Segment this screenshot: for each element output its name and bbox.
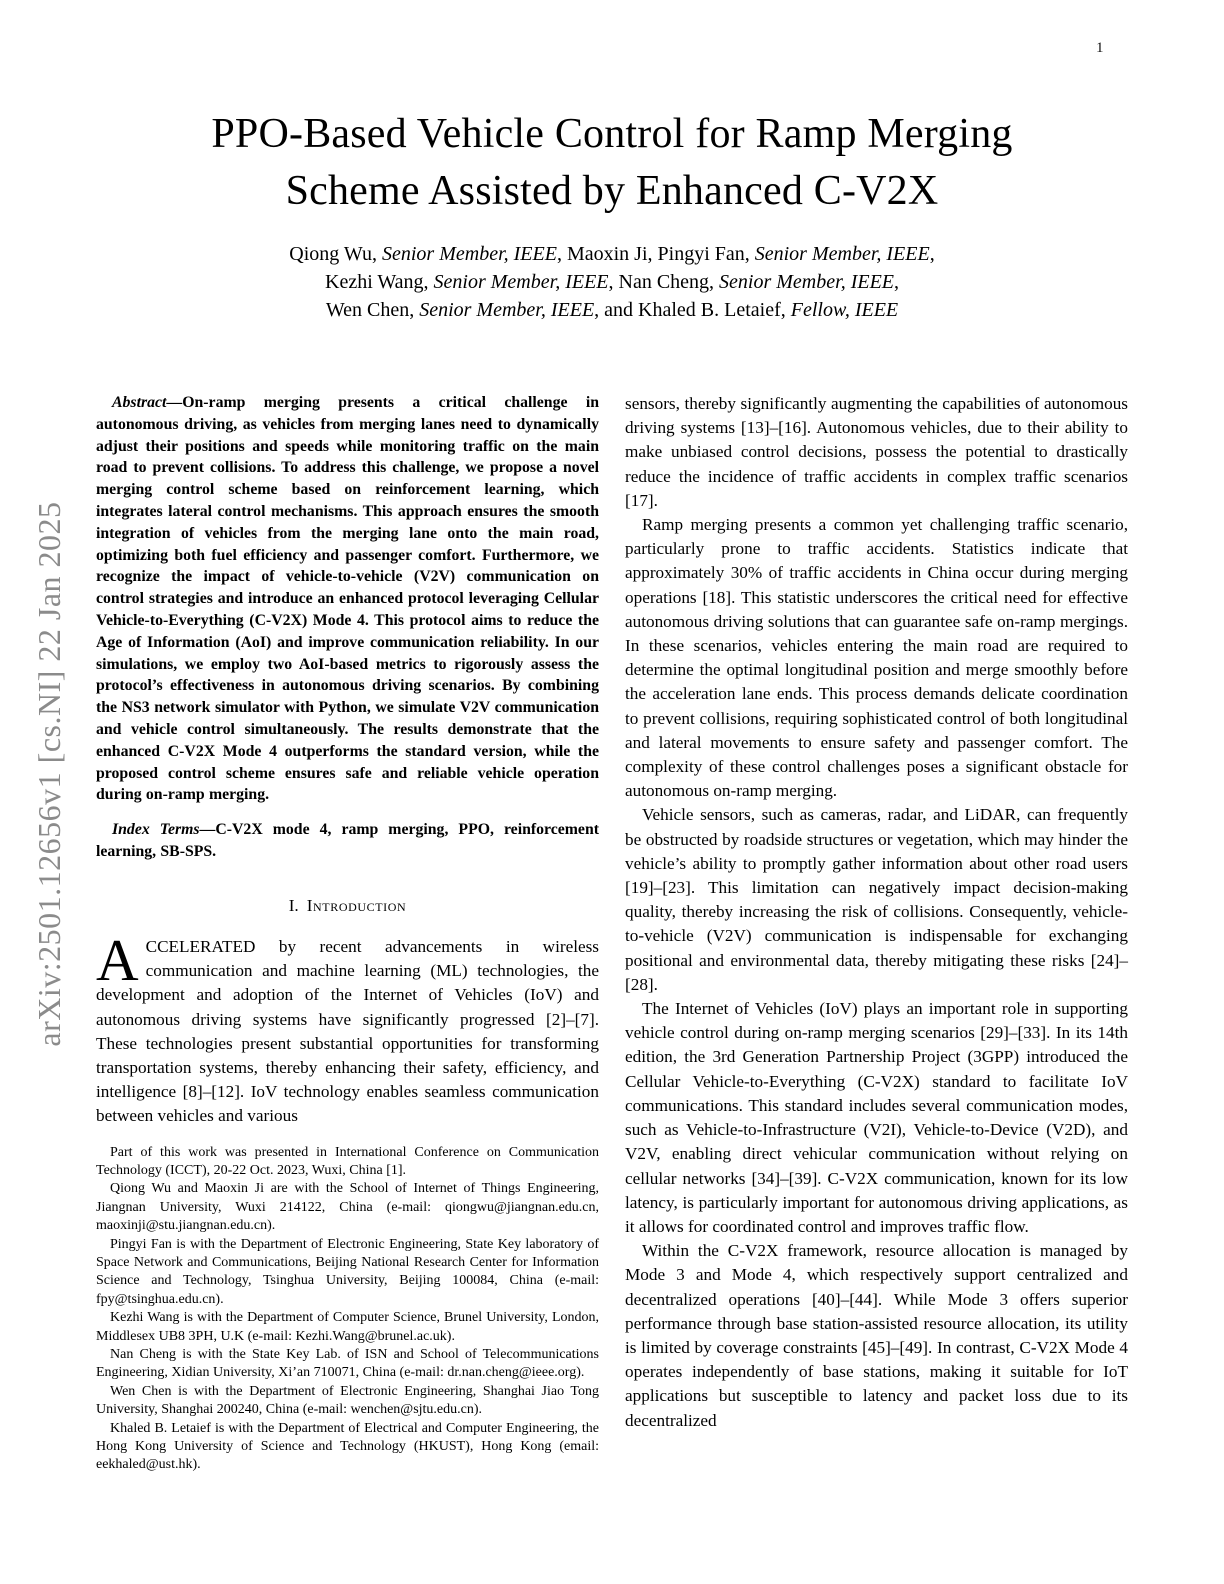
dropcap-letter: A — [96, 926, 139, 993]
author-name-segment: Kezhi Wang, — [325, 271, 434, 293]
body-paragraph: Ramp merging presents a common yet challenging traffic scenario, particularly prone to traffic accidents. Statistics indicate that approximately 30% of traffic accidents in China occur during merging operations [18]. This statistic underscores the critical need for effective autonomous driving solutions that can guarantee safe on-ramp mergings. In these scenarios, vehicles entering the main road are required to determine the optimal longitudinal position and merge smoothly before the acceleration lane ends. This process demands delicate coordination to prevent collisions, requiring sophisticated control of both longitudinal and lateral movements to ensure safety and passenger comfort. The complexity of these control challenges poses a significant obstacle for autonomous on-ramp merging. — [625, 515, 1128, 801]
footnote-affiliation-wu-ji: Qiong Wu and Maoxin Ji are with the School of Internet of Things Engineering, Jiangnan University, Wuxi 214122, China (e-mail: qiongwu@jiangnan.edu.cn, maoxinji@stu.jiangnan.edu.cn). — [96, 1181, 599, 1234]
author-line — [0, 296, 1224, 324]
footnote-affiliation-chen: Wen Chen is with the Department of Electronic Engineering, Shanghai Jiao Tong University, Shanghai 200240, China (e-mail: wenchen@sjtu.edu.cn). — [96, 1383, 599, 1418]
paper-title-line-2: Scheme Assisted by Enhanced C-V2X — [285, 168, 939, 214]
body-paragraph: Within the C-V2X framework, resource allocation is managed by Mode 3 and Mode 4, which respectively support centralized and decentralized operations [40]–[44]. While Mode 3 offers superior performance through base station-assisted resource allocation, its utility is limited by coverage constraints [45]–[49]. In contrast, C-V2X Mode 4 operates independently of base stations, making it suitable for IoT applications but susceptible to latency and packet loss due to its decentralized — [625, 1241, 1128, 1430]
author-name-segment: Senior Member, IEEE — [433, 271, 609, 293]
index-terms-label: Index Terms — [112, 821, 200, 839]
paper-header — [0, 0, 1224, 324]
abstract-paragraph — [96, 392, 599, 806]
body-paragraph: Vehicle sensors, such as cameras, radar, and LiDAR, can frequently be obstructed by roadside structures or vegetation, which may hinder the vehicle’s ability to promptly gather information about other road users [19]–[23]. This limitation can negatively impact decision-making quality, thereby increasing the risk of collisions. Consequently, vehicle-to-vehicle (V2V) communication is indispensable for exchanging positional and environmental data, thereby mitigating these risks [24]–[28]. — [625, 805, 1128, 994]
introduction-paragraph — [96, 926, 599, 1129]
footnote-affiliation-wang: Kezhi Wang is with the Department of Computer Science, Brunel University, London, Middlesex UB8 3PH, U.K (e-mail: Kezhi.Wang@brunel.ac.uk). — [96, 1310, 599, 1344]
author-name-segment: Senior Member, IEEE — [382, 243, 557, 265]
index-terms-text: —C-V2X mode 4, ramp merging, PPO, reinforcement learning, SB-SPS. — [96, 821, 599, 860]
author-name-segment: , — [929, 243, 935, 265]
author-name-segment: Senior Member, IEEE — [719, 271, 894, 293]
author-name-segment: Qiong Wu, — [289, 243, 382, 265]
footnote-affiliation-fan: Pingyi Fan is with the Department of Electronic Engineering, State Key laboratory of Space Network and Communications, Beijing National Research Center for Information Science and Technology, Tsinghua University, Beijing 100084, China (e-mail: fpy@tsinghua.edu.cn). — [96, 1236, 599, 1307]
author-footnotes — [96, 1144, 599, 1475]
author-block — [0, 240, 1224, 324]
body-paragraph: The Internet of Vehicles (IoV) plays an important role in supporting vehicle control during on-ramp merging scenarios [29]–[33]. In its 14th edition, the 3rd Generation Partnership Project (3GPP) introduced the Cellular Vehicle-to-Everything (C-V2X) standard to facilitate IoV communications. This standard includes several communication modes, such as Vehicle-to-Infrastructure (V2I), Vehicle-to-Device (V2D), and V2V, enabling direct vehicular communication without relying on cellular networks [34]–[39]. C-V2X communication, known for its low latency, is particularly important for autonomous driving applications, as it allows for coordinated control and improves traffic flow. — [625, 999, 1128, 1236]
author-name-segment: Senior Member, IEEE — [419, 299, 595, 321]
introduction-text: by recent advancements in wireless communication and machine learning (ML) technologies, the development and adoption of the Internet of Vehicles (IoV) and autonomous driving systems have significantly progressed [2]–[7]. These technologies present substantial opportunities for transforming transportation systems, thereby enhancing their safety, efficiency, and intelligence [8]–[12]. IoV technology enables seamless communication between vehicles and various — [96, 936, 599, 1126]
author-name-segment: , Nan Cheng, — [608, 271, 720, 293]
section-title: Introduction — [306, 895, 407, 915]
left-column — [96, 392, 599, 1475]
author-name-segment: Senior Member, IEEE — [754, 243, 930, 265]
author-line — [0, 268, 1224, 296]
arxiv-watermark: arXiv:2501.12656v1 [cs.NI] 22 Jan 2025 — [31, 501, 67, 1047]
index-terms-paragraph — [96, 819, 599, 863]
author-name-segment: , — [894, 271, 899, 293]
footnote-affiliation-letaief: Khaled B. Letaief is with the Department of Electrical and Computer Engineering, the Hong Kong University of Science and Technology (HKUST), Hong Kong (email: eekhaled@ust.hk). — [96, 1420, 599, 1473]
introduction-first-word: CCELERATED — [145, 936, 256, 956]
paper-title — [0, 106, 1224, 220]
abstract-text: —On-ramp merging presents a critical challenge in autonomous driving, as vehicles from merging lanes need to dynamically adjust their positions and speeds while monitoring traffic on the main road to prevent collisions. To address this challenge, we propose a novel merging control scheme based on reinforcement learning, which integrates lateral control mechanisms. This approach ensures the smooth integration of vehicles from the merging lane onto the main road, optimizing both fuel efficiency and passenger comfort. Furthermore, we recognize the impact of vehicle-to-vehicle (V2V) communication on control strategies and introduce an enhanced protocol leveraging Cellular Vehicle-to-Everything (C-V2X) Mode 4. This protocol aims to reduce the Age of Information (AoI) and improve communication reliability. In our simulations, we employ two AoI-based metrics to rigorously assess the protocol’s effectiveness in autonomous driving scenarios. By combining the NS3 network simulator with Python, we simulate V2V communication and vehicle control simultaneously. The results demonstrate that the enhanced C-V2X Mode 4 outperforms the standard version, while the proposed control scheme ensures safe and reliable vehicle operation during on-ramp merging. — [96, 394, 599, 804]
footnote-affiliation-cheng: Nan Cheng is with the State Key Lab. of ISN and School of Telecommunications Engineering, Xidian University, Xi’an 710071, China (e-mail: dr.nan.cheng@ieee.org). — [96, 1347, 599, 1381]
author-line — [0, 240, 1224, 268]
author-name-segment: Wen Chen, — [325, 299, 420, 321]
author-name-segment: , and Khaled B. Letaief, — [594, 299, 791, 321]
right-column — [625, 392, 1128, 1475]
author-name-segment: , Maoxin Ji, Pingyi Fan, — [556, 243, 755, 265]
two-column-body — [96, 392, 1128, 1475]
body-paragraph: sensors, thereby significantly augmenting the capabilities of autonomous driving systems [13]–[16]. Autonomous vehicles, due to their ability to make unbiased control decisions, possess the potential to drastically reduce the incidence of traffic accidents in complex traffic scenarios [17]. — [625, 394, 1128, 510]
abstract-label: Abstract — [112, 394, 167, 411]
author-name-segment: Fellow, IEEE — [790, 299, 899, 321]
footnote-presented: Part of this work was presented in International Conference on Communication Technology (ICCT), 20-22 Oct. 2023, Wuxi, China [1]. — [96, 1144, 599, 1178]
paper-title-line-1: PPO-Based Vehicle Control for Ramp Merging — [211, 111, 1013, 157]
section-number: I. — [288, 895, 299, 915]
page-number: 1 — [1096, 40, 1104, 56]
section-heading-introduction — [96, 894, 599, 918]
